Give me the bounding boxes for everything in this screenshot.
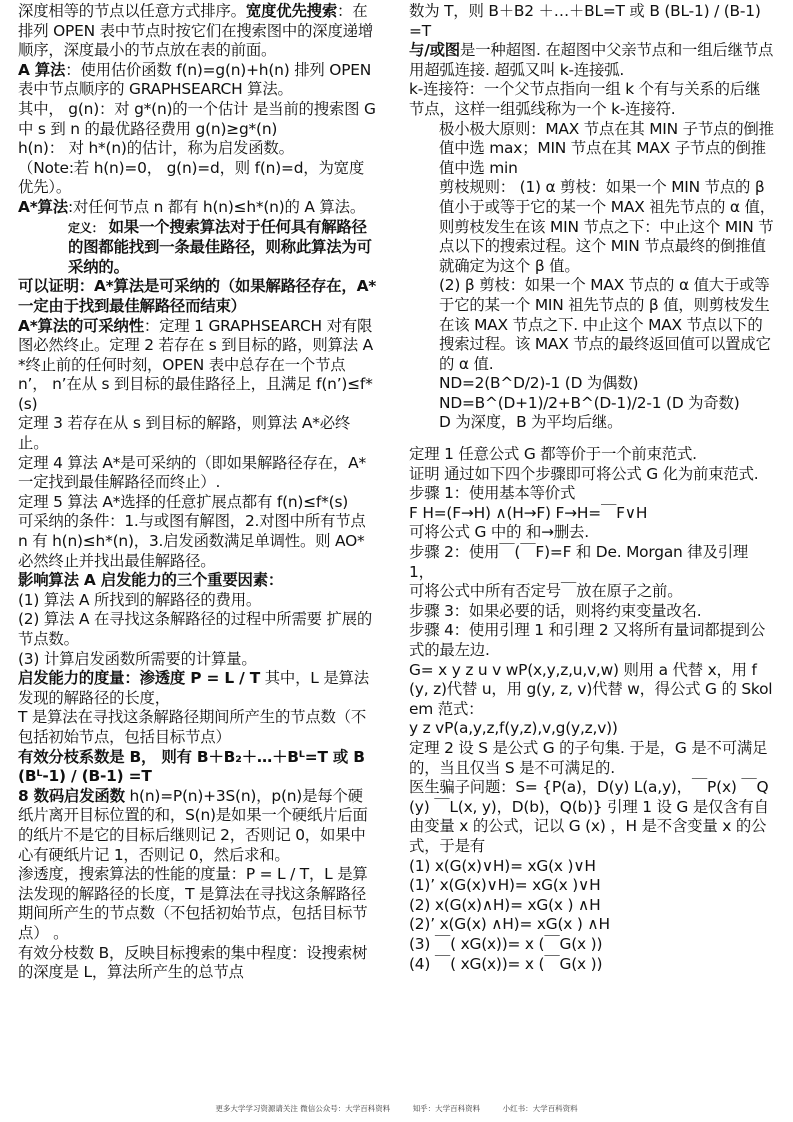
right-paragraph <box>409 876 775 896</box>
text-run: :对任何节点 n 都有 h(n)≤h*(n)的 A 算法。 <box>67 197 366 216</box>
text-run: 有效分枝数 B，反映目标搜索的集中程度：设搜索树的深度是 L，算法所产生的总节点 <box>18 943 368 982</box>
right-paragraph <box>409 445 775 465</box>
right-paragraph <box>409 896 775 916</box>
text-run: 可采纳的条件：1.与或图有解图，2.对图中所有节点 n 有 h(n)≤h*(n)，3.启发函数满足单调性。则 AO*必然终止并找出最佳解路径。 <box>18 512 366 570</box>
text-run: 定理 3 若存在从 s 到目标的解路，则算法 A*必终止。 <box>18 414 351 453</box>
text-run: （Note:若 h(n)=0， g(n)=d，则 f(n)=d，为宽度优先）。 <box>18 158 365 197</box>
text-run: (1) 算法 A 所找到的解路径的费用。 <box>18 590 262 609</box>
page-footer <box>0 1103 793 1114</box>
text-run: 有效分枝系数是 B， 则有 B＋B₂＋…＋Bᴸ=T 或 B (Bᴸ-1) / (B-1) =T <box>18 747 365 786</box>
left-paragraph <box>18 139 378 159</box>
left-paragraph <box>18 944 378 983</box>
text-run: ND=2(B^D/2)-1 (D 为偶数) <box>439 374 639 393</box>
right-paragraph <box>409 778 775 856</box>
left-paragraph <box>18 650 378 670</box>
text-run: 如果一个搜索算法对于任何具有解路径的图都能找到一条最佳路径，则称此算法为可采纳的。 <box>68 217 372 276</box>
text-run: 步骤 3：如果必要的话，则将约束变量改名. <box>409 601 702 620</box>
left-paragraph <box>18 61 378 100</box>
text-run: 宽度优先搜索 <box>245 2 338 20</box>
text-run: T 是算法在寻找这条解路径期间所产生的节点数（不包括初始节点，包括目标节点） <box>18 708 367 746</box>
right-paragraph <box>409 661 775 720</box>
text-run: (3) ￣( xG(x))= x (￣G(x )) <box>409 934 603 953</box>
text-run: 影响算法 A 启发能力的三个重要因素： <box>18 571 284 590</box>
text-run: 深度相等的节点以任意方式排序。 <box>18 2 246 20</box>
left-paragraph <box>18 2 378 61</box>
text-run: 8 数码启发函数 <box>18 786 125 805</box>
text-run: (1)’ x(G(x)∨H)= xG(x )∨H <box>409 876 601 895</box>
text-run: 步骤 1：使用基本等价式 <box>409 484 576 503</box>
left-paragraph <box>18 317 378 415</box>
right-paragraph <box>409 120 775 179</box>
text-run: 可将公式 G 中的 和→删去. <box>409 523 589 542</box>
text-run: 证明 通过如下四个步骤即可将公式 G 化为前束范式. <box>409 464 759 483</box>
left-paragraph <box>18 512 378 571</box>
right-paragraph <box>409 602 775 622</box>
text-run: 定理 2 设 S 是公式 G 的子句集. 于是，G 是不可满足的，当且仅当 S 是不可满足的. <box>409 738 768 777</box>
right-paragraph <box>409 276 775 374</box>
text-run: 启发能力的度量：渗透度 P = L / T <box>18 669 260 688</box>
text-run: ：使用估价函数 f(n)=g(n)+h(n) 排列 OPEN 表中节点顺序的 GRAPHSEARCH 算法。 <box>18 60 372 99</box>
text-run: D 为深度，B 为平均后继。 <box>439 413 623 432</box>
text-run: 渗透度，搜索算法的性能的度量：P = L / T，L 是算法发现的解路径的长度，T 是算法在寻找这条解路径期间所产生的节点数（不包括初始节点，包括目标节点） 。 <box>18 865 368 942</box>
right-column <box>409 2 775 974</box>
right-paragraph <box>409 523 775 543</box>
right-paragraph <box>409 394 775 414</box>
left-paragraph <box>18 454 378 493</box>
text-run: (3) 计算启发函数所需要的计算量。 <box>18 649 257 668</box>
right-paragraph <box>409 465 775 485</box>
right-paragraph <box>409 543 775 582</box>
text-run: (2) β 剪枝：如果一个 MAX 节点的 α 值大于或等于它的某一个 MIN 祖先节点的 β 值，则剪枝发生在该 MAX 节点之下. 中止这个 MAX 节点以下的搜索过程。该 MAX 节点的最终返回值可以置成它的 α 值. <box>439 276 771 373</box>
right-paragraph <box>409 484 775 504</box>
left-paragraph <box>18 610 378 649</box>
text-run: (2) 算法 A 在寻找这条解路径的过程中所需要 扩展的节点数。 <box>18 610 373 648</box>
text-run: 可以证明：A*算法是可采纳的（如果解路径存在，A*一定由于找到最佳解路径而结束） <box>18 277 377 315</box>
left-paragraph <box>18 669 378 708</box>
text-run: 医生骗子问题：S= {P(a)，D(y) L(a,y)，￣P(x) ￣Q(y) ￣L(x, y)，D(b)，Q(b)} 引理 1 设 G 是仅含有自由变量 x 的公式，记以 G (x) ，H 是不含变量 x 的公式，于是有 <box>409 778 769 855</box>
left-paragraph <box>18 159 378 198</box>
text-run: 极小极大原则：MAX 节点在其 MIN 子节点的倒推值中选 max；MIN 节点在其 MAX 子节点的倒推值中选 min <box>439 119 774 177</box>
left-column <box>18 2 378 983</box>
text-run: (1) x(G(x)∨H)= xG(x )∨H <box>409 856 596 875</box>
right-paragraph <box>409 374 775 394</box>
text-run: 定理 1 任意公式 G 都等价于一个前束范式. <box>409 445 697 464</box>
left-paragraph <box>18 865 378 943</box>
text-run: 其中，L 是算法发现的解路径的长度， <box>18 669 369 707</box>
left-paragraph <box>18 787 378 865</box>
text-run: 数为 T，则 B＋B2 ＋…＋BL=T 或 B (BL-1) / (B-1) =T <box>409 2 761 40</box>
right-paragraph <box>409 935 775 955</box>
left-paragraph <box>18 493 378 513</box>
text-run: k-连接符：一个父节点指向一组 k 个有与关系的后继节点，这样一组弧线称为一个 k-连接符. <box>409 80 761 118</box>
text-run: h(n)： 对 h*(n)的估计，称为启发函数。 <box>18 139 294 158</box>
text-run: 剪枝规则： (1) α 剪枝：如果一个 MIN 节点的 β 值小于或等于它的某一个 MAX 祖先节点的 α 值，则剪枝发生在该 MIN 节点之下：中止这个 MIN 节点以下的搜索过程。这个 MIN 节点最终的倒推值就确定为这个 β 值。 <box>439 178 775 275</box>
text-run: F H=(F→H) ∧(H→F) F→H=￣F∨H <box>409 503 648 522</box>
right-paragraph <box>409 413 775 433</box>
text-run: A*算法的可采纳性 <box>18 316 144 335</box>
right-paragraph <box>409 621 775 660</box>
text-run: 定义： <box>68 220 104 235</box>
right-paragraph <box>409 582 775 602</box>
left-paragraph <box>18 591 378 611</box>
footer-zhihu: 知乎：大学百科资料 <box>412 1104 481 1113</box>
left-paragraph <box>18 748 378 787</box>
text-run: ：定理 1 GRAPHSEARCH 对有限图必然终止。定理 2 若存在 s 到目标的路，则算法 A*终止前的任何时刻，OPEN 表中总存在一个节点 n’， n’在从 s 到目标的最佳路径上，且满足 f(n’)≤f*(s) <box>18 316 374 413</box>
text-run: (2) x(G(x)∧H)= xG(x ) ∧H <box>409 895 601 914</box>
right-paragraph <box>409 739 775 778</box>
text-run: 步骤 4：使用引理 1 和引理 2 又将所有量词都提到公式的最左边. <box>409 621 766 659</box>
text-run: 与/或图 <box>409 41 460 60</box>
right-paragraph <box>409 2 775 41</box>
right-paragraph <box>409 857 775 877</box>
left-paragraph <box>18 277 378 316</box>
text-run: 其中， g(n)：对 g*(n)的一个估计 是当前的搜索图 G 中 s 到 n 的最优路径费用 g(n)≥g*(n) <box>18 99 376 138</box>
right-paragraph <box>409 955 775 975</box>
text-run: G= x y z u v wP(x,y,z,u,v,w) 则用 a 代替 x，用 f(y, z)代替 u，用 g(y, z, v)代替 w，得公式 G 的 Skolem 范式： <box>409 660 773 718</box>
footer-xiaohongshu: 小红书：大学百科资料 <box>502 1104 578 1113</box>
left-paragraph <box>18 198 378 218</box>
right-paragraph <box>409 504 775 524</box>
text-run: y z vP(a,y,z,f(y,z),v,g(y,z,v)) <box>409 719 618 738</box>
text-run: ND=B^(D+1)/2+B^(D-1)/2-1 (D 为奇数) <box>439 393 740 412</box>
text-run: (4) ￣( xG(x))= x (￣G(x )) <box>409 954 603 973</box>
text-run: 是一种超图. 在超图中父亲节点和一组后继节点用超弧连接. 超弧又叫 k-连接弧. <box>409 41 774 79</box>
text-run: 定理 4 算法 A*是可采纳的（即如果解路径存在，A*一定找到最佳解路径而终止）. <box>18 453 366 492</box>
text-run: A 算法 <box>18 60 66 79</box>
right-paragraph <box>409 41 775 80</box>
text-run: 定理 5 算法 A*选择的任意扩展点都有 f(n)≤f*(s) <box>18 492 349 511</box>
left-paragraph <box>18 100 378 139</box>
left-paragraph <box>18 571 378 591</box>
text-run: 可将公式中所有否定号￣放在原子之前。 <box>409 582 683 601</box>
footer-wechat: 更多大学学习资源请关注 微信公众号：大学百科资料 <box>215 1104 391 1113</box>
right-paragraph <box>409 719 775 739</box>
text-run: (2)’ x(G(x) ∧H)= xG(x ) ∧H <box>409 915 610 934</box>
text-run: A*算法 <box>18 197 68 216</box>
right-paragraph <box>409 915 775 935</box>
text-run: 步骤 2：使用￣(￣F)=F 和 De. Morgan 律及引理 1， <box>409 543 749 581</box>
text-run: h(n)=P(n)+3S(n)，p(n)是每个硬纸片离开目标位置的和，S(n)是如果一个硬纸片后面的纸片不是它的目标后继则记 2，否则记 0，如果中心有硬纸片记 1，否则记 0，然后求和。 <box>18 786 368 864</box>
right-paragraph <box>409 80 775 119</box>
right-paragraph <box>409 178 775 276</box>
text-run: ：在排列 OPEN 表中节点时按它们在搜索图中的深度递增顺序，深度最小的节点放在表的前面。 <box>18 2 374 60</box>
left-paragraph <box>18 218 378 278</box>
left-paragraph <box>18 414 378 453</box>
left-paragraph <box>18 708 378 747</box>
